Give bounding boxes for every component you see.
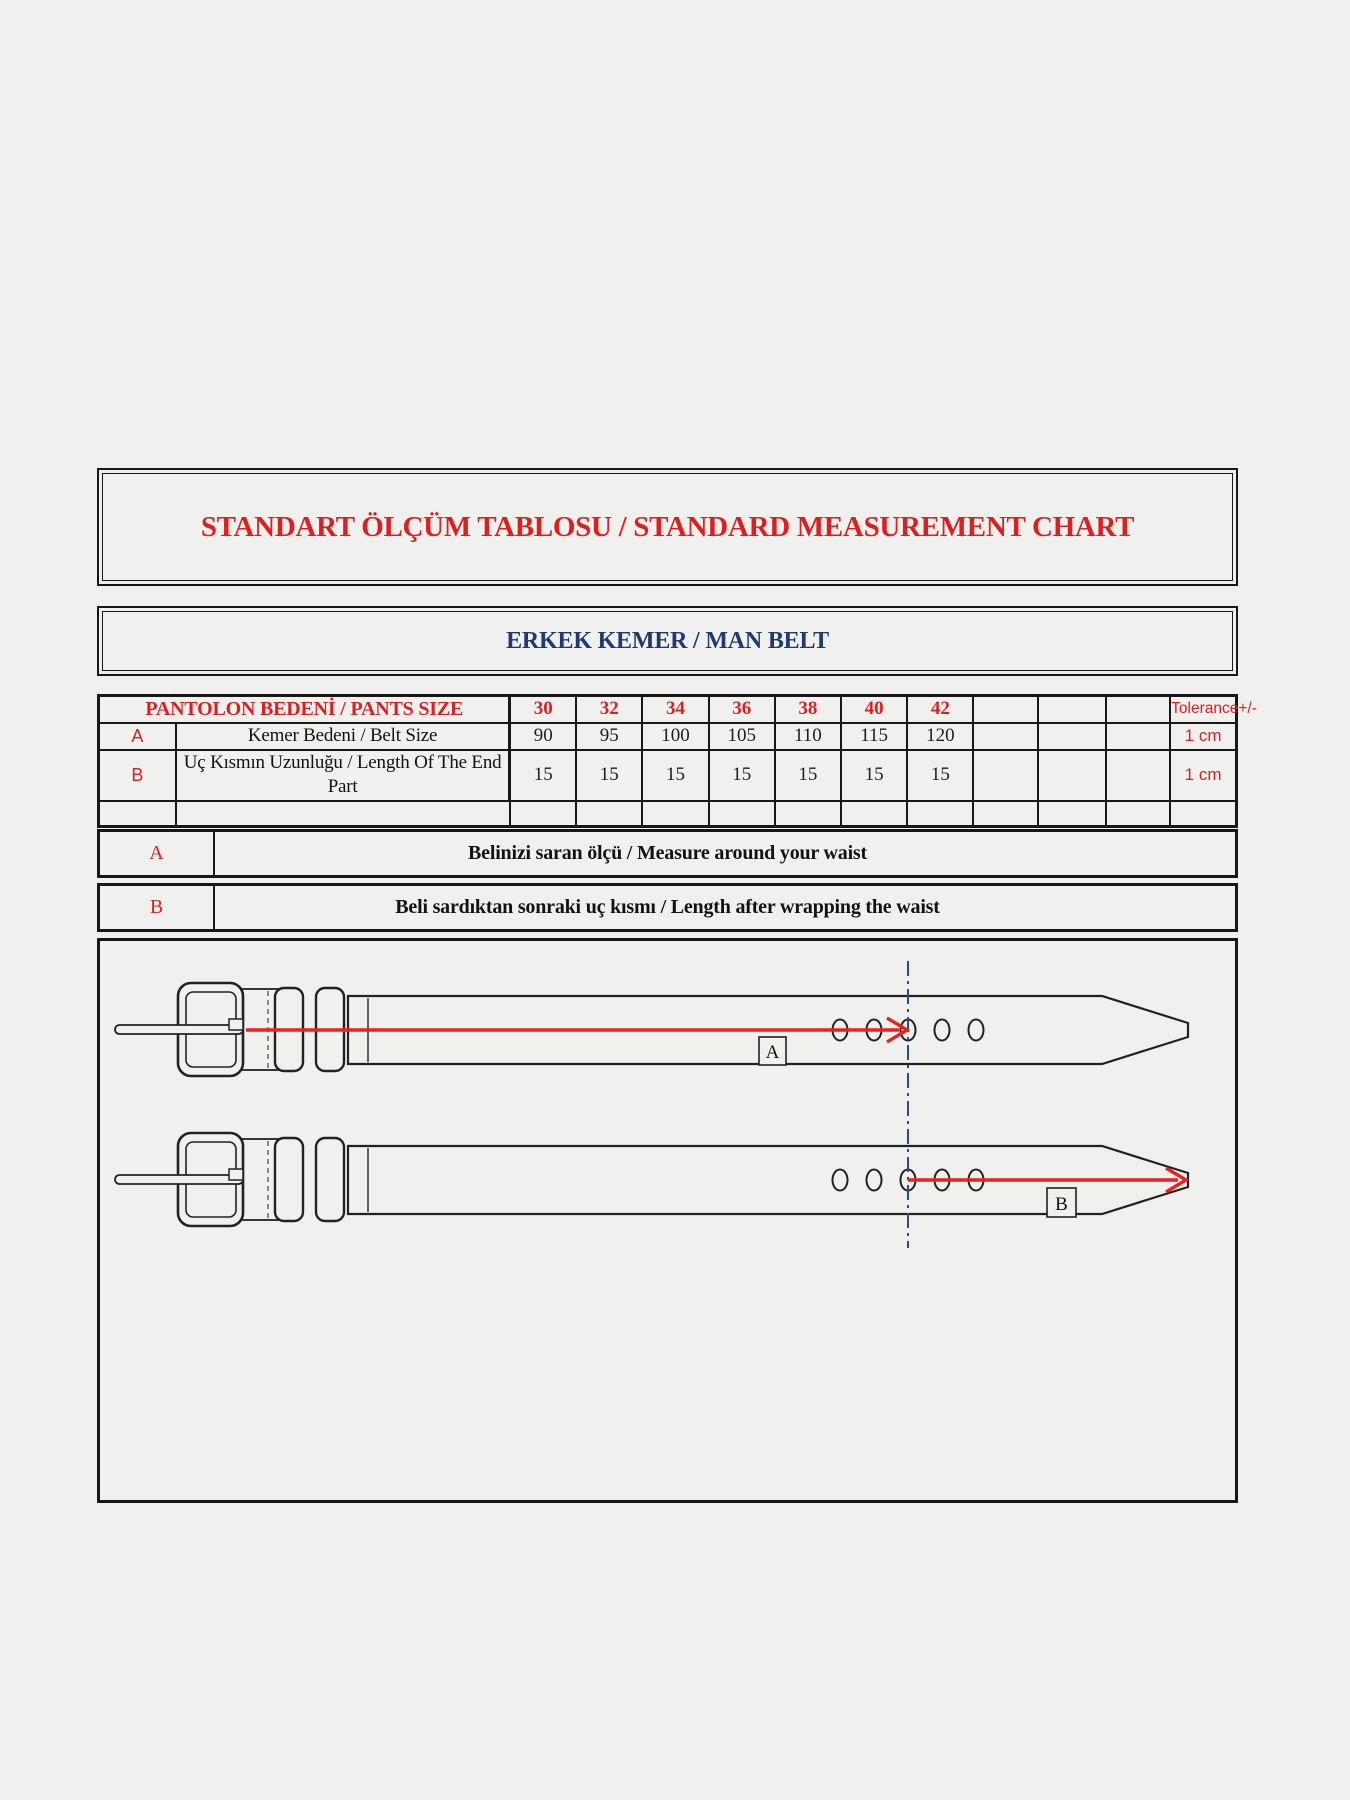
empty-cell (1038, 801, 1106, 827)
row-key: A (99, 723, 176, 750)
size-col-header: 40 (841, 696, 907, 723)
page-title: STANDART ÖLÇÜM TABLOSU / STANDARD MEASUREMENT CHART (200, 510, 1135, 543)
end-part-value: 15 (709, 750, 775, 801)
empty-cell (576, 801, 642, 827)
empty-cell (642, 801, 708, 827)
size-col-header: 42 (907, 696, 973, 723)
end-part-value: 15 (841, 750, 907, 801)
empty-cell (973, 750, 1037, 801)
subtitle-box (97, 606, 1238, 676)
empty-cell (1170, 801, 1236, 827)
svg-text:B: B (1055, 1194, 1068, 1215)
size-col-header: 30 (510, 696, 576, 723)
empty-row (99, 801, 1237, 827)
legend-row-b (97, 883, 1238, 932)
tolerance-header: Tolerance+/- (1170, 696, 1236, 723)
svg-text:A: A (765, 1042, 780, 1063)
page-subtitle: ERKEK KEMER / MAN BELT (506, 627, 829, 654)
measure-label-b (1047, 1188, 1076, 1217)
size-col-header: 38 (775, 696, 841, 723)
belt-size-value: 105 (709, 723, 775, 750)
legend-key-b: B (100, 886, 215, 929)
row-label: Kemer Bedeni / Belt Size (176, 723, 510, 750)
empty-cell (1038, 723, 1106, 750)
empty-cell (1038, 750, 1106, 801)
empty-cell (709, 801, 775, 827)
title-box (97, 468, 1238, 586)
size-col-header: 36 (709, 696, 775, 723)
empty-cell (973, 801, 1037, 827)
size-table (97, 694, 1257, 828)
legend-text-a: Belinizi saran ölçü / Measure around your waist (468, 842, 867, 864)
empty-cell (841, 801, 907, 827)
empty-cell (99, 801, 176, 827)
end-part-value: 15 (907, 750, 973, 801)
size-col-header: 32 (576, 696, 642, 723)
belt-size-value: 90 (510, 723, 576, 750)
belt-diagram (97, 938, 1238, 1503)
empty-cell (1106, 801, 1170, 827)
empty-cell (176, 801, 510, 827)
belt-diagram-svg (100, 941, 1235, 1500)
measure-label-a (759, 1037, 786, 1065)
end-part-value: 15 (775, 750, 841, 801)
table-header-row (99, 696, 1237, 723)
legend-key-a: A (100, 832, 215, 875)
pants-size-header: PANTOLON BEDENİ / PANTS SIZE (99, 696, 510, 723)
empty-cell (1106, 750, 1170, 801)
legend-text-b: Beli sardıktan sonraki uç kısmı / Length after wrapping the waist (395, 896, 940, 918)
belt-size-value: 95 (576, 723, 642, 750)
end-part-value: 15 (576, 750, 642, 801)
empty-cell (1106, 696, 1170, 723)
empty-cell (973, 723, 1037, 750)
end-part-row (99, 750, 1237, 801)
tolerance-value: 1 cm (1170, 750, 1236, 801)
belt-size-value: 120 (907, 723, 973, 750)
tolerance-value: 1 cm (1170, 723, 1236, 750)
belt-size-value: 110 (775, 723, 841, 750)
empty-cell (907, 801, 973, 827)
end-part-value: 15 (510, 750, 576, 801)
empty-cell (775, 801, 841, 827)
empty-cell (510, 801, 576, 827)
empty-cell (973, 696, 1037, 723)
empty-cell (1038, 696, 1106, 723)
belt-size-row (99, 723, 1237, 750)
belt-size-value: 115 (841, 723, 907, 750)
size-col-header: 34 (642, 696, 708, 723)
row-key: B (99, 750, 176, 801)
row-label: Uç Kısmın Uzunluğu / Length Of The End Part (176, 750, 510, 801)
legend-row-a (97, 829, 1238, 878)
belt-size-value: 100 (642, 723, 708, 750)
empty-cell (1106, 723, 1170, 750)
end-part-value: 15 (642, 750, 708, 801)
